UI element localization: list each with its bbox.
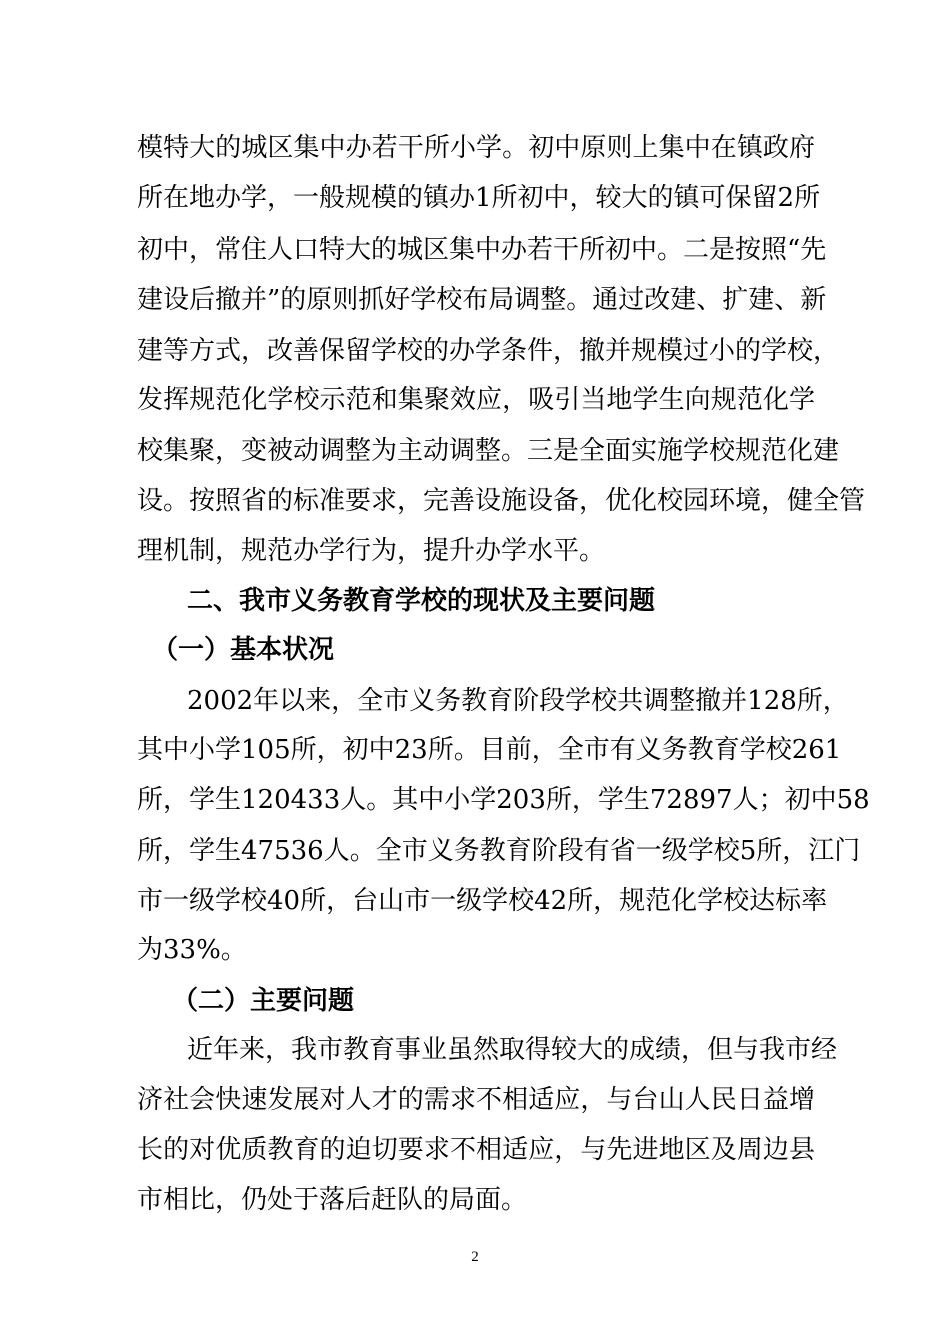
- text-line: 建设后撤并”的原则抓好学校布局调整。通过改建、扩建、新: [137, 285, 827, 315]
- text-line: 设。按照省的标准要求，完善设施设备，优化校园环境，健全管: [137, 486, 866, 516]
- text-line: 市相比，仍处于落后赶队的局面。: [137, 1185, 528, 1215]
- subheading-basic-situation: （一）基本状况: [152, 635, 335, 665]
- subheading-main-problems: （二）主要问题: [172, 986, 355, 1016]
- text-line: 所在地办学，一般规模的镇办1所初中，较大的镇可保留2所: [137, 183, 821, 213]
- text-line: 近年来，我市教育事业虽然取得较大的成绩，但与我市经: [187, 1035, 838, 1065]
- text-line: 校集聚，变被动调整为主动调整。三是全面实施学校规范化建: [137, 436, 840, 466]
- text-line: 其中小学105所，初中23所。目前，全市有义务教育学校261: [137, 735, 842, 765]
- page-number: 2: [471, 1249, 479, 1265]
- text-line: 理机制，规范办学行为，提升办学水平。: [137, 536, 606, 566]
- text-line: 建等方式，改善保留学校的办学条件，撤并规模过小的学校，: [137, 336, 840, 366]
- text-line: 所，学生120433人。其中小学203所，学生72897人；初中58: [137, 785, 870, 815]
- text-line: 发挥规范化学校示范和集聚效应，吸引当地学生向规范化学: [137, 385, 815, 415]
- text-line: 所，学生47536人。全市义务教育阶段有省一级学校5所，江门: [137, 836, 861, 866]
- text-line: 2002年以来，全市义务教育阶段学校共调整撤并128所，: [187, 686, 849, 716]
- text-line: 长的对优质教育的迫切要求不相适应，与先进地区及周边县: [137, 1135, 815, 1165]
- text-line: 市一级学校40所，台山市一级学校42所，规范化学校达标率: [137, 886, 828, 916]
- text-line: 为33%。: [137, 935, 247, 965]
- text-line: 模特大的城区集中办若干所小学。初中原则上集中在镇政府: [137, 133, 815, 163]
- text-line: 初中，常住人口特大的城区集中办若干所初中。二是按照“先: [137, 235, 827, 265]
- section-heading: 二、我市义务教育学校的现状及主要问题: [187, 586, 656, 616]
- text-line: 济社会快速发展对人才的需求不相适应，与台山人民日益增: [137, 1085, 815, 1115]
